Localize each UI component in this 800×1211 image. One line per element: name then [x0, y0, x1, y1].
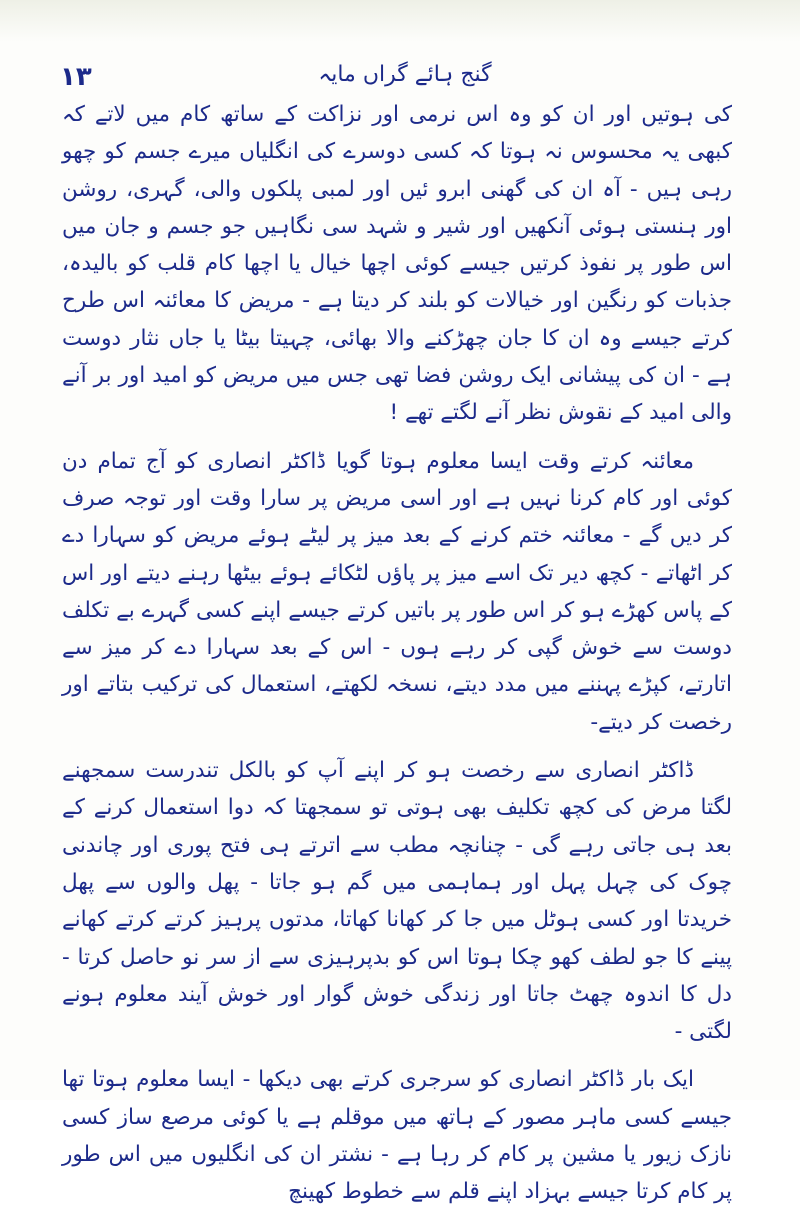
page-number: ۱۳ [60, 62, 92, 92]
body-text [62, 96, 732, 1211]
scan-edge-shadow [0, 0, 800, 42]
paragraph: کی ہوتیں اور ان کو وہ اس نرمی اور نزاکت کے ساتھ کام میں لاتے کہ کبھی یہ محسوس نہ ہوتا کہ کسی دوسرے کی انگلیاں میرے جسم کو چھو رہی ہیں - آہ ان کی گھنی ابرو ئیں اور لمبی پلکوں والی، گہری، روشن اور ہنستی ہوئی آنکھیں اور شیر و شہد سی نگاہیں جو جسم و جان میں اس طور پر نفوذ کرتیں جیسے کوئی اچھا خیال یا اچھا کام قلب کو بالیدہ، جذبات کو رنگین اور خیالات کو بلند کر دیتا ہے - مریض کا معائنہ اس طرح کرتے جیسے وہ ان کا جان چھڑکنے والا بھائی، چہیتا بیٹا یا جاں نثار دوست ہے - ان کی پیشانی ایک روشن فضا تھی جس میں مریض کو امید اور بر آنے والی امید کے نقوش نظر آنے لگتے تھے ! [62, 102, 732, 426]
paragraph: ڈاکٹر انصاری سے رخصت ہو کر اپنے آپ کو بالکل تندرست سمجھنے لگتا مرض کی کچھ تکلیف بھی ہوتی تو سمجھتا کہ دوا استعمال کرنے کے بعد ہی جاتی رہے گی - چنانچہ مطب سے اترتے ہی فتح پوری اور چاندنی چوک کی چہل پہل اور ہماہمی میں گم ہو جاتا - پھل والوں سے پھل خریدتا اور کسی ہوٹل میں جا کر کھانا کھاتا، مدتوں پرہیز کرتے کرتے کھانے پینے کا جو لطف کھو چکا ہوتا اس کو بدپرہیزی سے از سر نو حاصل کرتا - دل کا اندوہ چھٹ جاتا اور زندگی خوش گوار اور خوش آیند معلوم ہونے لگتی - [62, 758, 732, 1045]
paragraph: ایک بار ڈاکٹر انصاری کو سرجری کرتے بھی دیکھا - ایسا معلوم ہوتا تھا جیسے کسی ماہر مصور کے ہاتھ میں موقلم ہے یا کوئی مرصع ساز کسی نازک زیور یا مشین پر کام کر رہا ہے - نشتر ان کی انگلیوں میں اس طور پر کام کرتا جیسے بہزاد اپنے قلم سے خطوط کھینچ [62, 1067, 732, 1205]
paragraph: معائنہ کرتے وقت ایسا معلوم ہوتا گویا ڈاکٹر انصاری کو آج تمام دن کوئی اور کام کرنا نہیں ہے اور اسی مریض پر سارا وقت اور توجہ صرف کر دیں گے - معائنہ ختم کرنے کے بعد میز پر لیٹے ہوئے مریض کو سہارا دے کر اٹھاتے - کچھ دیر تک اسے میز پر پاؤں لٹکائے ہوئے بیٹھا رہنے دیتے اور اس کے پاس کھڑے ہو کر اس طور پر باتیں کرتے جیسے اپنے کسی گہرے بے تکلف دوست سے خوش گپی کر رہے ہوں - اس کے بعد سہارا دے کر میز سے اتارتے، کپڑے پہننے میں مدد دیتے، نسخہ لکھتے، استعمال کی ترکیب بتاتے اور رخصت کر دیتے- [62, 448, 732, 735]
running-title: گنج ہائے گراں مایہ [318, 62, 492, 87]
page-header [60, 62, 750, 92]
